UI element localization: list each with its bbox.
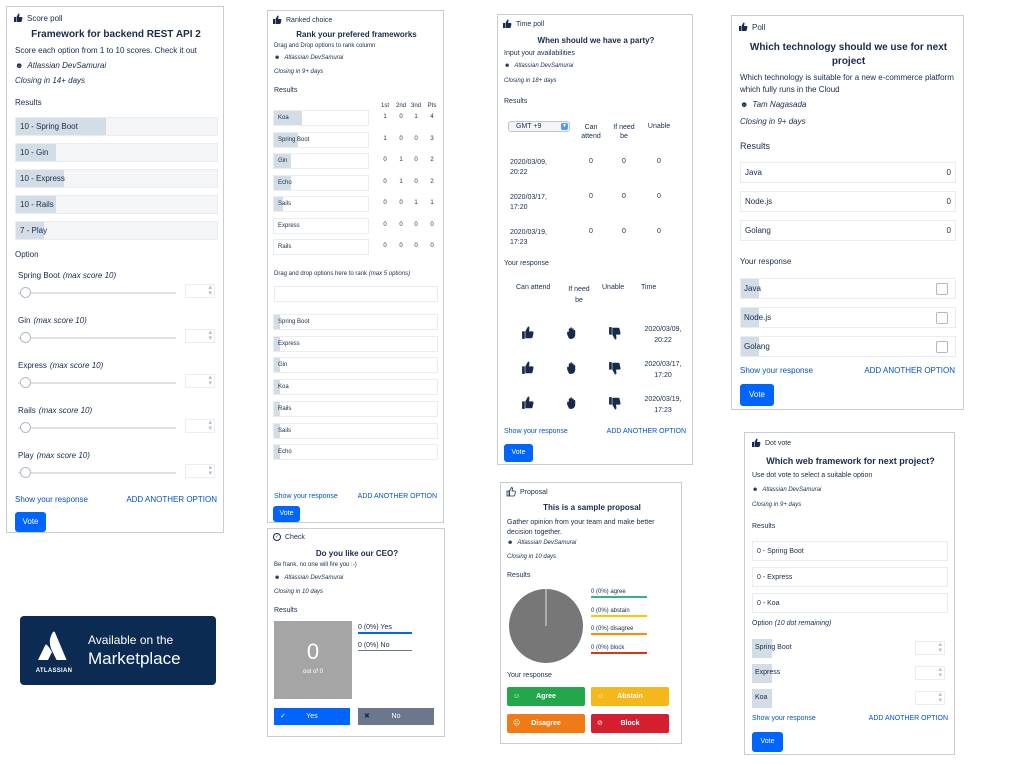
time-slot-date: 2020/03/19, 17:23 (510, 229, 547, 246)
time-slot-count: 0 (589, 193, 593, 200)
slider-track (18, 427, 176, 429)
result-bar (15, 195, 218, 214)
dot-vote-type: Dot vote (765, 439, 792, 447)
user-icon: ☻ (15, 61, 24, 70)
poll-result-label: Node.js (745, 197, 773, 206)
option-checkbox[interactable] (936, 283, 948, 295)
slider-handle[interactable] (20, 287, 31, 298)
time-poll-results-label: Results (504, 98, 528, 105)
rank-result-label: Sails (278, 201, 292, 207)
slider-track (18, 337, 176, 339)
dot-vote-closing: Closing in 9+ days (752, 502, 802, 508)
ranked-closing: Closing in 9+ days (274, 69, 324, 75)
show-response-link[interactable]: Show your response (504, 428, 568, 435)
score-poll-author: ☻ Atlassian DevSamurai (15, 61, 107, 70)
rank-column-header: Pts (427, 103, 437, 109)
poll-description: Which technology is suitable for a new e-commerce platform which fully runs in the Cloud (740, 73, 954, 94)
check-big-number: 0 (306, 639, 320, 664)
rank-value: 0 (399, 135, 403, 142)
thumbs-up-icon (13, 13, 23, 23)
rank-value: 2 (430, 178, 434, 185)
poll-response-label: Your response (740, 257, 792, 266)
poll-result-count: 0 (946, 168, 951, 177)
poll-option-row[interactable] (740, 278, 956, 299)
proposal-block-button[interactable]: ⊘ Block (591, 714, 669, 733)
poll-option-row[interactable] (740, 336, 956, 357)
proposal-response-label: Your response (507, 672, 552, 679)
thumbs-up-icon[interactable] (521, 361, 535, 375)
dot-vote-result-row: 0 - Spring Boot (752, 541, 948, 561)
resp-col-ifneed: If need be (568, 286, 590, 304)
rank-value: 3 (430, 135, 434, 142)
poll-result-count: 0 (946, 197, 951, 206)
rank-value: 0 (414, 178, 418, 185)
col-can-attend: Can attend (581, 124, 601, 140)
thumbs-up-icon (502, 19, 512, 29)
check-title: Do you like our CEO? (315, 549, 399, 558)
rank-option-label: Rails (278, 405, 292, 412)
score-poll-title: Framework for backend REST API 2 (31, 29, 201, 40)
result-bar (15, 169, 218, 188)
proposal-abstain-button[interactable]: ☺ Abstain (591, 687, 669, 706)
rank-option-item[interactable] (273, 357, 438, 373)
ranked-header (272, 15, 332, 25)
score-poll-header (13, 13, 63, 23)
rank-value: 1 (399, 178, 403, 185)
slider-handle[interactable] (20, 377, 31, 388)
option-label: Rails (max score 10) (18, 406, 93, 415)
rank-result-bar (273, 196, 369, 212)
dot-stepper[interactable]: ▴ ▾ (915, 666, 945, 680)
score-poll-closing: Closing in 14+ days (15, 76, 86, 85)
time-poll-description: Input your availabilities (504, 50, 575, 57)
dot-vote-option-row (752, 664, 948, 683)
vote-button[interactable]: Vote (504, 444, 533, 462)
poll-result-count: 0 (946, 226, 951, 235)
proposal-legend-item: 0 (0%) block (591, 645, 647, 654)
result-label: 10 - Spring Boot (20, 122, 78, 131)
rank-value: 0 (430, 221, 434, 228)
ranked-title: Rank your prefered frameworks (296, 30, 417, 39)
hand-icon[interactable] (565, 326, 579, 340)
poll-option-row[interactable] (740, 307, 956, 328)
proposal-type: Proposal (520, 488, 548, 496)
rank-result-label: Echo (278, 179, 292, 186)
thumbs-up-icon (751, 438, 761, 448)
legend-line (591, 652, 647, 654)
score-slider[interactable] (18, 287, 176, 297)
vote-button[interactable]: Vote (273, 506, 300, 522)
ranked-results-label: Results (274, 87, 298, 94)
atlassian-marketplace-badge[interactable] (20, 616, 216, 685)
rank-result-label: Spring Boot (278, 136, 310, 143)
no-button[interactable]: ✖ No (358, 708, 434, 725)
rank-option-item[interactable] (273, 423, 438, 439)
vote-button[interactable]: Vote (740, 384, 774, 406)
poll-title: Which technology should we use for next project (749, 42, 948, 67)
score-slider[interactable] (18, 467, 176, 477)
rank-result-label: Express (278, 222, 300, 229)
rank-value: 0 (399, 243, 403, 249)
ranked-type: Ranked choice (286, 16, 333, 24)
check-out-of: out of 0 (302, 669, 323, 675)
score-stepper[interactable]: ▴ ▾ (185, 374, 215, 388)
rank-value: 1 (383, 114, 387, 120)
show-response-link[interactable]: Show your response (752, 715, 816, 722)
user-icon: ☻ (504, 63, 511, 69)
dot-vote-option-label: Option (10 dot remaining) (752, 620, 832, 627)
rank-value: 0 (383, 243, 387, 249)
time-slot-count: 0 (622, 158, 626, 165)
ranked-drop-hint: Drag and drop options here to rank (max 5 options) (274, 271, 411, 277)
rank-option-item[interactable] (273, 444, 438, 460)
neutral-face-icon: ☺ (597, 693, 605, 700)
no-result-line (358, 650, 412, 651)
proposal-title: This is a sample proposal (543, 503, 641, 512)
show-response-link[interactable]: Show your response (740, 366, 813, 375)
thumbs-up-icon[interactable] (521, 396, 535, 410)
result-bar (15, 143, 218, 162)
rank-option-label: Gin (278, 362, 288, 369)
rank-column-header: 2nd (395, 103, 406, 109)
response-time: 2020/03/17, 17:20 (644, 361, 682, 379)
option-label: Express (max score 10) (18, 361, 104, 370)
score-poll-description: Score each option from 1 to 10 scores. Check it out (15, 46, 197, 55)
thumbs-down-icon[interactable] (608, 326, 622, 340)
result-label: 10 - Express (20, 174, 65, 183)
rank-value: 0 (383, 178, 387, 185)
poll-type: Poll (752, 22, 766, 32)
time-slot-count: 0 (657, 158, 661, 165)
time-poll-links (504, 428, 686, 435)
time-poll-header (502, 19, 544, 29)
marketplace-line1: Available on the (88, 633, 174, 647)
proposal-legend-item: 0 (0%) disagree (591, 626, 647, 635)
poll-result-row (740, 162, 956, 183)
rank-value: 1 (414, 114, 418, 120)
rank-option-item[interactable] (273, 379, 438, 395)
dot-vote-results-label: Results (752, 523, 776, 530)
rank-value: 0 (414, 243, 418, 249)
time-poll-author: ☻ Atlassian DevSamurai (504, 63, 574, 69)
user-icon: ☻ (507, 540, 514, 546)
legend-line (591, 633, 647, 635)
proposal-pie-chart (508, 588, 584, 664)
result-bar (15, 117, 218, 136)
rank-result-bar (273, 110, 369, 126)
rank-value: 2 (430, 157, 434, 163)
thumbs-down-icon[interactable] (608, 361, 622, 375)
check-card (267, 528, 445, 737)
time-slot-count: 0 (589, 228, 593, 235)
ranked-choice-card (267, 10, 444, 523)
proposal-legend-item: 0 (0%) agree (591, 589, 647, 598)
smile-icon: ☺ (513, 693, 521, 700)
time-slot-count: 0 (622, 228, 626, 235)
rank-value: 0 (414, 221, 418, 228)
close-icon: ✖ (364, 713, 370, 720)
option-checkbox[interactable] (936, 312, 948, 324)
rank-value: 4 (430, 114, 434, 120)
proposal-legend-item: 0 (0%) abstain (591, 608, 647, 617)
hand-icon[interactable] (565, 396, 579, 410)
check-header (273, 533, 305, 541)
result-label: 7 - Play (20, 226, 48, 235)
check-circle-icon: ✓ (280, 713, 286, 720)
add-option-link[interactable]: ADD ANOTHER OPTION (606, 428, 686, 435)
time-poll-title: When should we have a party? (537, 36, 655, 45)
score-stepper[interactable]: ▴ ▾ (185, 464, 215, 478)
rank-option-label: Echo (278, 449, 292, 456)
slider-handle[interactable] (20, 467, 31, 478)
slider-track (18, 292, 176, 294)
dot-vote-option-row (752, 689, 948, 708)
user-icon: ☻ (274, 575, 281, 581)
check-results-label: Results (274, 607, 298, 614)
rank-option-label: Sails (278, 427, 292, 434)
hand-icon[interactable] (565, 361, 579, 375)
yes-button[interactable]: ✓ Yes (274, 708, 350, 725)
ranked-links (274, 493, 437, 500)
thumbs-up-icon[interactable] (521, 326, 535, 340)
thumbs-down-icon[interactable] (608, 396, 622, 410)
dot-vote-option-row (752, 639, 948, 658)
proposal-author: ☻ Atlassian DevSamurai (507, 540, 577, 546)
thumbs-up-outline-icon (506, 487, 516, 497)
poll-option-label: Java (744, 284, 761, 293)
poll-result-label: Golang (745, 226, 771, 235)
dot-vote-option-label: Koa (755, 694, 768, 701)
rank-result-bar (273, 153, 369, 169)
poll-results-label: Results (740, 141, 771, 151)
check-author: ☻ Atlassian DevSamurai (274, 575, 344, 581)
dot-vote-result-row: 0 - Express (752, 567, 948, 587)
ranked-drop-zone[interactable] (274, 286, 438, 302)
time-slot-count: 0 (589, 158, 593, 165)
score-stepper[interactable]: ▴ ▾ (185, 419, 215, 433)
time-slot-date: 2020/03/09, 20:22 (510, 159, 547, 176)
col-unable: Unable (647, 123, 671, 130)
check-yes-result: 0 (0%) Yes (358, 624, 412, 634)
check-closing: Closing in 10 days (274, 589, 324, 595)
rank-value: 0 (430, 243, 434, 249)
dot-vote-title: Which web framework for next project? (766, 456, 935, 466)
slider-handle[interactable] (20, 332, 31, 343)
time-poll-response-label: Your response (504, 260, 549, 267)
result-label: 10 - Rails (20, 200, 54, 209)
rank-option-label: Express (278, 340, 300, 347)
vote-button[interactable]: Vote (752, 732, 783, 752)
option-label: Spring Boot (max score 10) (18, 271, 117, 280)
yes-result-line (358, 632, 412, 634)
timezone-select[interactable]: GMT +9 ▼ (508, 121, 570, 132)
rank-option-item[interactable] (273, 336, 438, 352)
rank-option-label: Spring Boot (278, 319, 310, 325)
dot-stepper[interactable]: ▴ ▾ (915, 641, 945, 655)
result-bar (15, 221, 218, 240)
chevron-down-icon: ▼ (562, 123, 567, 129)
resp-col-time: Time (641, 284, 657, 291)
time-slot-count: 0 (622, 193, 626, 200)
poll-result-row (740, 191, 956, 212)
rank-option-item[interactable] (273, 401, 438, 417)
proposal-description: Gather opinion from your team and make better decision together. (507, 519, 655, 536)
rank-value: 0 (383, 157, 387, 163)
resp-col-can: Can attend (516, 284, 551, 291)
dot-vote-links (752, 715, 948, 722)
score-poll-type: Score poll (27, 13, 63, 23)
user-icon: ☻ (752, 487, 759, 493)
dot-vote-header (751, 438, 791, 448)
proposal-results-label: Results (507, 572, 531, 579)
rank-value: 1 (430, 200, 434, 206)
score-slider[interactable] (18, 422, 176, 432)
time-slot-count: 0 (657, 228, 661, 235)
slider-track (18, 472, 176, 474)
check-description: Be frank, no one will fire you :-) (274, 562, 357, 568)
proposal-disagree-button[interactable]: ☹ Disagree (507, 714, 585, 733)
check-no-result: 0 (0%) No (358, 642, 412, 651)
block-icon: ⊘ (597, 720, 603, 727)
rank-option-label: Koa (278, 384, 289, 391)
rank-value: 0 (414, 135, 418, 142)
time-slot-date: 2020/03/17, 17:20 (510, 194, 547, 211)
dot-vote-option-label: Express (755, 669, 781, 676)
user-icon: ☻ (274, 55, 281, 61)
check-circle-icon: ✓ (274, 534, 280, 540)
frown-icon: ☹ (513, 720, 521, 727)
proposal-agree-button[interactable]: ☺ Agree (507, 687, 585, 706)
rank-value: 1 (383, 135, 387, 142)
dot-vote-card (744, 432, 955, 755)
score-poll-option-label: Option (15, 250, 39, 259)
rank-value: 0 (414, 157, 418, 163)
rank-column-header: 1st (380, 103, 389, 109)
response-time: 2020/03/09, 20:22 (644, 326, 682, 344)
poll-author: ☻ Tam Nagasada (740, 100, 807, 109)
poll-option-label: Golang (744, 342, 770, 351)
option-checkbox[interactable] (936, 341, 948, 353)
thumbs-up-icon (272, 15, 282, 25)
rank-option-item[interactable] (273, 314, 438, 330)
score-stepper[interactable]: ▴ ▾ (185, 329, 215, 343)
legend-line (591, 615, 647, 617)
legend-line (591, 596, 647, 598)
dot-vote-description: Use dot vote to select a suitable option (752, 472, 873, 479)
rank-value: 1 (399, 157, 403, 163)
resp-col-unable: Unable (602, 284, 625, 291)
proposal-card (500, 482, 682, 744)
dot-stepper[interactable]: ▴ ▾ (915, 691, 945, 705)
rank-result-label: Gin (278, 158, 288, 164)
add-option-link[interactable]: ADD ANOTHER OPTION (126, 495, 217, 504)
rank-result-label: Koa (278, 115, 289, 121)
rank-value: 0 (383, 221, 387, 228)
rank-result-bar (273, 175, 369, 191)
rank-value: 0 (399, 221, 403, 228)
poll-closing: Closing in 9+ days (740, 117, 806, 126)
rank-result-bar (273, 239, 369, 255)
score-poll-results-label: Results (15, 98, 42, 107)
add-option-link[interactable]: ADD ANOTHER OPTION (864, 366, 955, 375)
poll-result-row (740, 220, 956, 241)
rank-result-label: Rails (278, 244, 292, 250)
atlassian-brand-text: ATLASSIAN (35, 668, 73, 674)
option-label: Gin (max score 10) (18, 316, 87, 325)
proposal-header (506, 487, 548, 497)
add-option-link[interactable]: ADD ANOTHER OPTION (357, 493, 437, 500)
check-summary-box (274, 621, 352, 699)
add-option-link[interactable]: ADD ANOTHER OPTION (868, 715, 948, 722)
poll-header (738, 22, 765, 32)
marketplace-line2: Marketplace (88, 649, 181, 668)
time-poll-type: Time poll (516, 20, 545, 28)
slider-handle[interactable] (20, 422, 31, 433)
ranked-author: ☻ Atlassian DevSamurai (274, 55, 344, 61)
rank-value: 0 (383, 200, 387, 206)
show-response-link[interactable]: Show your response (15, 495, 88, 504)
poll-option-label: Node.js (744, 313, 772, 322)
rank-value: 0 (399, 114, 403, 120)
option-label: Play (max score 10) (18, 451, 90, 460)
user-icon: ☻ (740, 100, 749, 109)
poll-result-label: Java (745, 168, 762, 177)
time-poll-card (497, 14, 693, 465)
score-stepper[interactable]: ▴ ▾ (185, 284, 215, 298)
score-slider[interactable] (18, 332, 176, 342)
rank-value: 1 (414, 200, 418, 206)
poll-card (731, 15, 964, 410)
response-time: 2020/03/19, 17:23 (644, 396, 682, 414)
rank-result-bar (273, 132, 369, 148)
dot-vote-result-row: 0 - Koa (752, 593, 948, 613)
score-poll-card (6, 6, 224, 533)
time-slot-count: 0 (657, 193, 661, 200)
col-if-need-be: If need be (613, 124, 635, 140)
rank-value: 0 (399, 200, 403, 206)
result-label: 10 - Gin (20, 148, 49, 157)
score-slider[interactable] (18, 377, 176, 387)
check-type: Check (285, 533, 305, 541)
slider-track (18, 382, 176, 384)
rank-column-header: 3nd (410, 103, 421, 109)
poll-links (740, 366, 955, 375)
dot-vote-author: ☻ Atlassian DevSamurai (752, 487, 822, 493)
proposal-closing: Closing in 10 days (507, 554, 557, 560)
time-poll-closing: Closing in 18+ days (504, 78, 557, 84)
dot-vote-option-label: Spring Boot (755, 644, 792, 651)
ranked-description: Drag and Drop options to rank column (274, 43, 376, 49)
vote-button[interactable]: Vote (15, 512, 46, 532)
rank-result-bar (273, 218, 369, 234)
thumbs-up-icon (738, 22, 748, 32)
score-poll-links (15, 495, 217, 504)
atlassian-logo-icon (36, 630, 72, 662)
show-response-link[interactable]: Show your response (274, 493, 338, 500)
